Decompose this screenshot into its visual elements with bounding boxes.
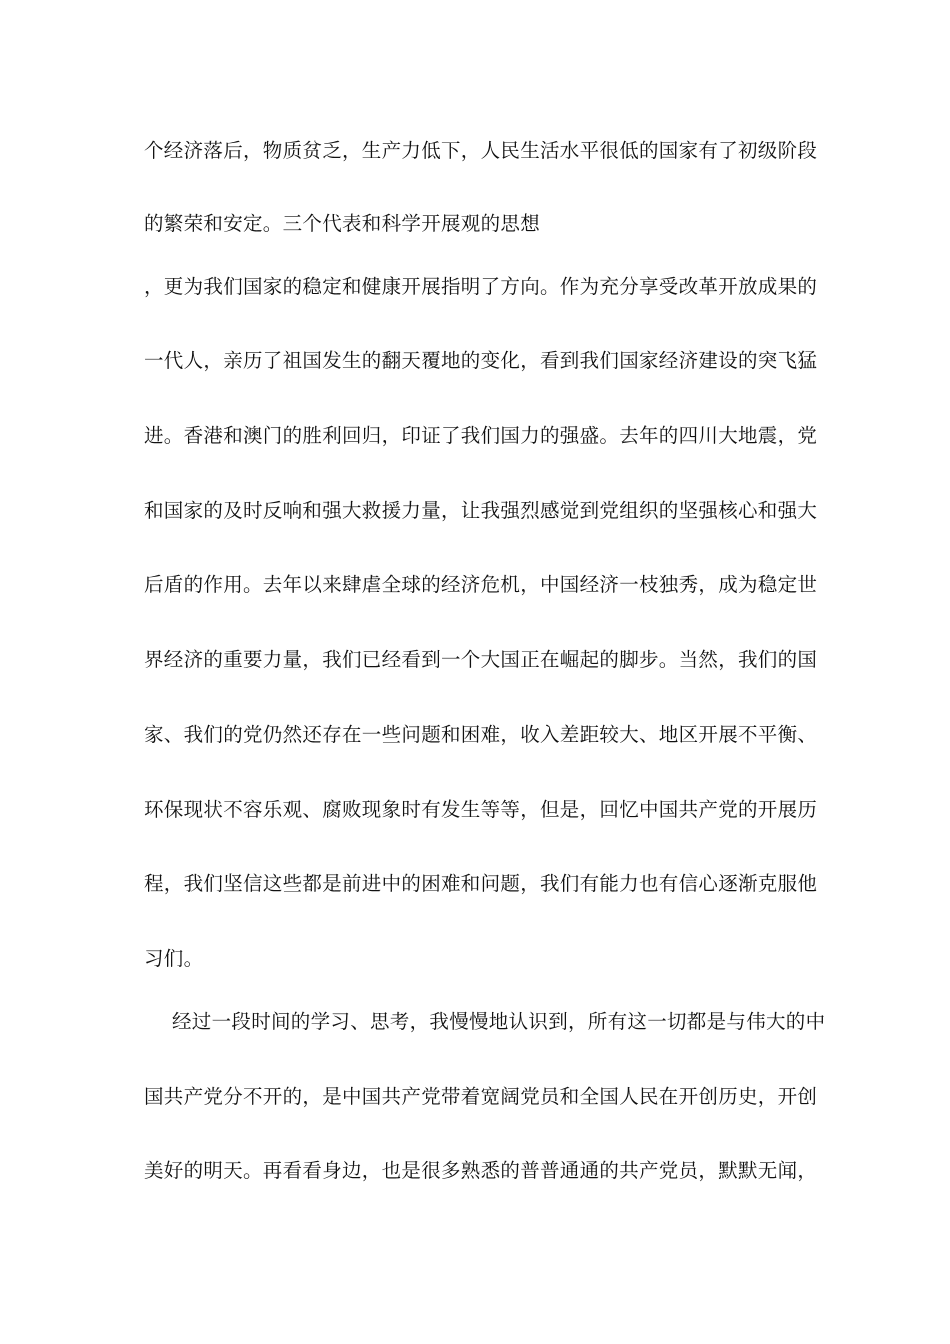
text-line-9: 家、我们的党仍然还存在一些问题和困难，收入差距较大、地区开展不平衡、: [144, 723, 818, 746]
text-line-2: 的繁荣和安定。三个代表和科学开展观的思想: [144, 212, 541, 235]
text-line-1: 个经济落后，物质贫乏，生产力低下，人民生活水平很低的国家有了初级阶段: [144, 139, 818, 162]
text-line-6: 和国家的及时反响和强大救援力量，让我强烈感觉到党组织的坚强核心和强大: [144, 499, 818, 522]
text-line-3: ，更为我们国家的稳定和健康开展指明了方向。作为充分享受改革开放成果的: [144, 275, 818, 298]
text-line-10: 环保现状不容乐观、腐败现象时有发生等等，但是，回忆中国共产党的开展历: [144, 798, 818, 821]
text-line-8: 界经济的重要力量，我们已经看到一个大国正在崛起的脚步。当然，我们的国: [144, 648, 818, 671]
text-line-5: 进。香港和澳门的胜利回归，印证了我们国力的强盛。去年的四川大地震，党: [144, 424, 818, 447]
text-line-15: 美好的明天。再看看身边，也是很多熟悉的普普通通的共产党员，默默无闻，: [144, 1159, 818, 1182]
text-line-14: 国共产党分不开的，是中国共产党带着宽阔党员和全国人民在开创历史，开创: [144, 1085, 818, 1108]
text-line-4: 一代人，亲历了祖国发生的翻天覆地的变化，看到我们国家经济建设的突飞猛: [144, 349, 818, 372]
text-line-13: 经过一段时间的学习、思考，我慢慢地认识到，所有这一切都是与伟大的中: [172, 1010, 826, 1033]
text-line-7: 后盾的作用。去年以来肆虐全球的经济危机，中国经济一枝独秀，成为稳定世: [144, 573, 818, 596]
text-line-12: 习们。: [144, 947, 204, 970]
text-line-11: 程，我们坚信这些都是前进中的困难和问题，我们有能力也有信心逐渐克服他: [144, 872, 818, 895]
